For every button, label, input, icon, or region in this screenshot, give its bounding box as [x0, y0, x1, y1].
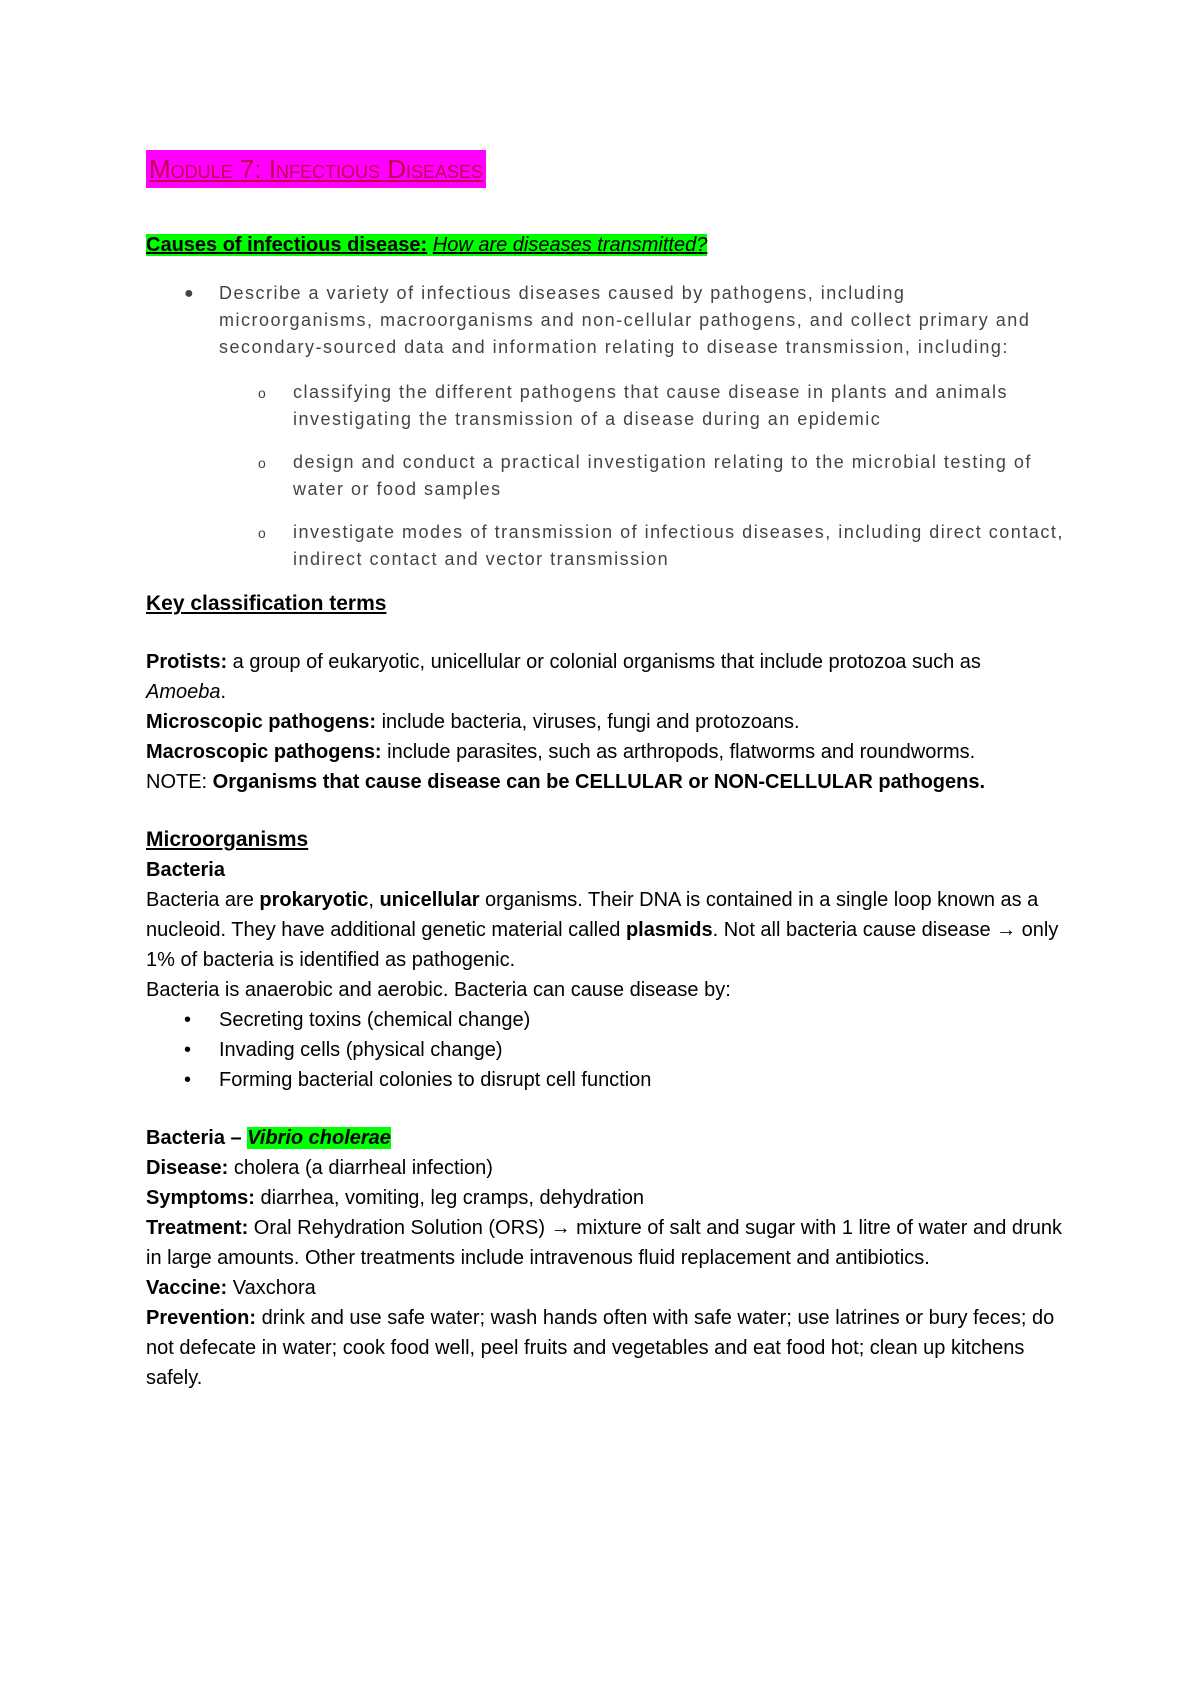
microorganisms-heading: Microorganisms: [146, 828, 309, 851]
vibrio-prevention: [146, 1303, 1066, 1393]
section-heading-question: How are diseases transmitted?: [432, 234, 708, 256]
bacteria-paragraph: [146, 885, 1066, 975]
text-run: organisms. Their DNA is contained in a single loop known as a nucleoid. They have additional genetic material called: [146, 889, 1039, 941]
key-terms-body: [146, 647, 1066, 797]
outcome-sub-line: investigating the transmission of a disease during an epidemic: [293, 409, 882, 429]
bullet-icon: •: [184, 1039, 192, 1061]
field-text: cholera (a diarrheal infection): [228, 1157, 493, 1179]
field-text: drink and use safe water; wash hands often with safe water; use latrines or bury feces; do not defecate in water; cook food well, peel fruits and vegetables and eat food hot; clean up kitchens safely.: [146, 1307, 1055, 1389]
field-label: Treatment:: [146, 1217, 249, 1239]
vibrio-treatment: [146, 1213, 1066, 1273]
section-heading-lead: Causes of infectious disease:: [146, 234, 428, 256]
vibrio-vaccine: [146, 1273, 1066, 1303]
vibrio-section: [146, 1123, 1066, 1393]
outcome-sub-item: [146, 519, 1066, 573]
term-microscopic: [146, 707, 1066, 737]
term-text: include bacteria, viruses, fungi and protozoans.: [376, 711, 800, 733]
bullet-icon: •: [184, 1069, 192, 1091]
term-note: [146, 767, 1066, 797]
text-run-bold: prokaryotic: [259, 889, 369, 911]
bacteria-disease-list: [146, 1005, 1066, 1095]
term-example: Amoeba: [146, 681, 221, 703]
key-terms-heading: Key classification terms: [146, 592, 387, 615]
outcome-sub-line: classifying the different pathogens that cause disease in plants and animals: [293, 382, 1009, 402]
field-text: diarrhea, vomiting, leg cramps, dehydration: [254, 1187, 644, 1209]
list-item: [146, 1005, 1066, 1035]
term-protists: [146, 647, 1066, 707]
syllabus-outcomes: [146, 280, 1066, 573]
term-label: Microscopic pathogens:: [146, 711, 377, 733]
text-run: ,: [368, 889, 380, 911]
microorganisms-section: [146, 825, 1066, 1095]
field-label: Vaccine:: [146, 1277, 228, 1299]
section-heading-highlight: [146, 234, 707, 256]
text-run-bold: unicellular: [379, 889, 480, 911]
term-text: include parasites, such as arthropods, flatworms and roundworms.: [381, 741, 976, 763]
text-run: . Not all bacteria cause disease → only 1% of bacteria is identified as pathogenic.: [146, 919, 1059, 971]
circle-bullet-icon: o: [258, 525, 268, 541]
list-item-text: Forming bacterial colonies to disrupt cell function: [219, 1069, 652, 1091]
vibrio-symptoms: [146, 1183, 1066, 1213]
vibrio-heading-prefix: Bacteria –: [146, 1127, 248, 1149]
field-text: Vaxchora: [227, 1277, 316, 1299]
vibrio-disease: [146, 1153, 1066, 1183]
term-end: .: [220, 681, 227, 703]
list-item: [146, 1035, 1066, 1065]
term-label: Macroscopic pathogens:: [146, 741, 382, 763]
bullet-icon: ●: [184, 285, 196, 302]
term-text: a group of eukaryotic, unicellular or colonial organisms that include protozoa such as: [227, 651, 981, 673]
document-content: [146, 150, 1066, 1393]
text-run: Bacteria are: [146, 889, 260, 911]
list-item: [146, 1065, 1066, 1095]
note-text: Organisms that cause disease can be CELLULAR or NON-CELLULAR pathogens.: [212, 771, 986, 793]
text-run-bold: plasmids: [625, 919, 713, 941]
term-macroscopic: [146, 737, 1066, 767]
list-item-text: Secreting toxins (chemical change): [219, 1009, 531, 1031]
outcome-sub-item: [146, 449, 1066, 503]
outcome-sublist: [146, 379, 1066, 573]
vibrio-heading: [146, 1123, 1066, 1153]
field-label: Symptoms:: [146, 1187, 255, 1209]
note-label: NOTE:: [146, 771, 213, 793]
circle-bullet-icon: o: [258, 385, 268, 401]
outcome-sub-item: [146, 379, 1066, 433]
outcome-main-text: Describe a variety of infectious diseases caused by pathogens, including microorganisms, macroorganisms and non-cellular pathogens, and collect primary and secondary-sourced data and information relating to disease transmission, including:: [219, 283, 1031, 357]
module-title: Module 7: Infectious Diseases: [146, 150, 486, 188]
field-label: Disease:: [146, 1157, 229, 1179]
circle-bullet-icon: o: [258, 455, 268, 471]
list-item-text: Invading cells (physical change): [219, 1039, 503, 1061]
field-label: Prevention:: [146, 1307, 257, 1329]
outcome-main: [146, 280, 1066, 361]
field-text: Oral Rehydration Solution (ORS) → mixture of salt and sugar with 1 litre of water and drunk in large amounts. Other treatments include intravenous fluid replacement and antibiotics.: [146, 1217, 1062, 1269]
outcome-sub-line: design and conduct a practical investigation relating to the microbial testing of water or food samples: [293, 452, 1032, 499]
bacteria-subheading: Bacteria: [146, 859, 225, 881]
bullet-icon: •: [184, 1009, 192, 1031]
section-heading: [146, 232, 1066, 258]
outcome-sub-line: investigate modes of transmission of infectious diseases, including direct contact, indirect contact and vector transmission: [293, 522, 1064, 569]
term-label: Protists:: [146, 651, 228, 673]
vibrio-species: Vibrio cholerae: [247, 1127, 391, 1149]
bacteria-paragraph-2: Bacteria is anaerobic and aerobic. Bacteria can cause disease by:: [146, 979, 731, 1001]
